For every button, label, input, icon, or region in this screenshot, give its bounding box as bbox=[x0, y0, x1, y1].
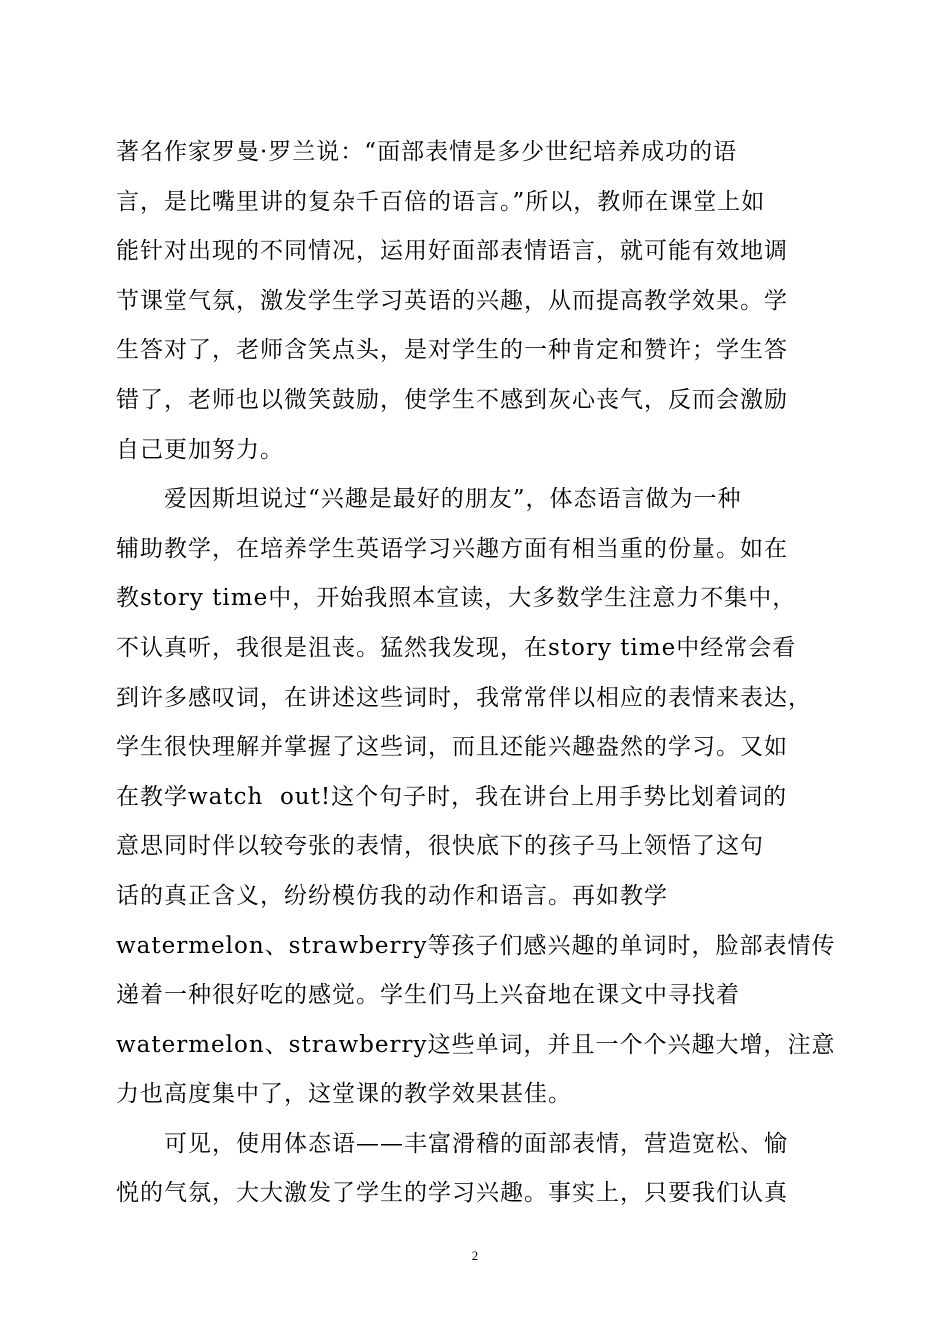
text-line: 力也高度集中了，这堂课的教学效果甚佳。 bbox=[116, 1081, 572, 1108]
text-line: 能针对出现的不同情况，运用好面部表情语言，就可能有效地调 bbox=[116, 238, 788, 265]
text-line: watermelon、strawberry这些单词，并且一个个兴趣大增，注意 bbox=[116, 1031, 836, 1058]
text-line: 著名作家罗曼·罗兰说：“面部表情是多少世纪培养成功的语 bbox=[116, 139, 738, 165]
text-line: 生答对了，老师含笑点头，是对学生的一种肯定和赞许；学生答 bbox=[116, 337, 788, 364]
text-line: 错了，老师也以微笑鼓励，使学生不感到灰心丧气，反而会激励 bbox=[116, 386, 788, 413]
text-line: 可见，使用体态语——丰富滑稽的面部表情，营造宽松、愉 bbox=[116, 1130, 788, 1157]
text-line: 自己更加努力。 bbox=[116, 436, 284, 463]
text-line: 节课堂气氛，激发学生学习英语的兴趣，从而提高教学效果。学 bbox=[116, 287, 788, 314]
text-line: 教story time中，开始我照本宣读，大多数学生注意力不集中， bbox=[116, 585, 797, 612]
text-line: 爱因斯坦说过“兴趣是最好的朋友”，体态语言做为一种 bbox=[116, 486, 742, 513]
text-line: 话的真正含义，纷纷模仿我的动作和语言。再如教学 bbox=[116, 882, 668, 909]
text-line: 在教学watch out!这个句子时，我在讲台上用手势比划着词的 bbox=[116, 783, 788, 810]
text-line: 辅助教学，在培养学生英语学习兴趣方面有相当重的份量。如在 bbox=[116, 535, 788, 562]
text-line: 递着一种很好吃的感觉。学生们马上兴奋地在课文中寻找着 bbox=[116, 982, 740, 1009]
text-line: 到许多感叹词，在讲述这些词时，我常常伴以相应的表情来表达， bbox=[116, 684, 812, 711]
text-line: watermelon、strawberry等孩子们感兴趣的单词时，脸部表情传 bbox=[116, 932, 836, 959]
body-text bbox=[116, 128, 836, 1219]
text-line: 学生很快理解并掌握了这些词，而且还能兴趣盎然的学习。又如 bbox=[116, 734, 788, 761]
text-line: 不认真听，我很是沮丧。猛然我发现，在story time中经常会看 bbox=[116, 634, 797, 661]
text-line: 言，是比嘴里讲的复杂千百倍的语言。”所以，教师在课堂上如 bbox=[116, 188, 766, 215]
page-number: 2 bbox=[471, 1248, 479, 1263]
text-line: 悦的气氛，大大激发了学生的学习兴趣。事实上，只要我们认真 bbox=[116, 1180, 788, 1207]
text-line: 意思同时伴以较夸张的表情，很快底下的孩子马上领悟了这句 bbox=[116, 833, 764, 860]
